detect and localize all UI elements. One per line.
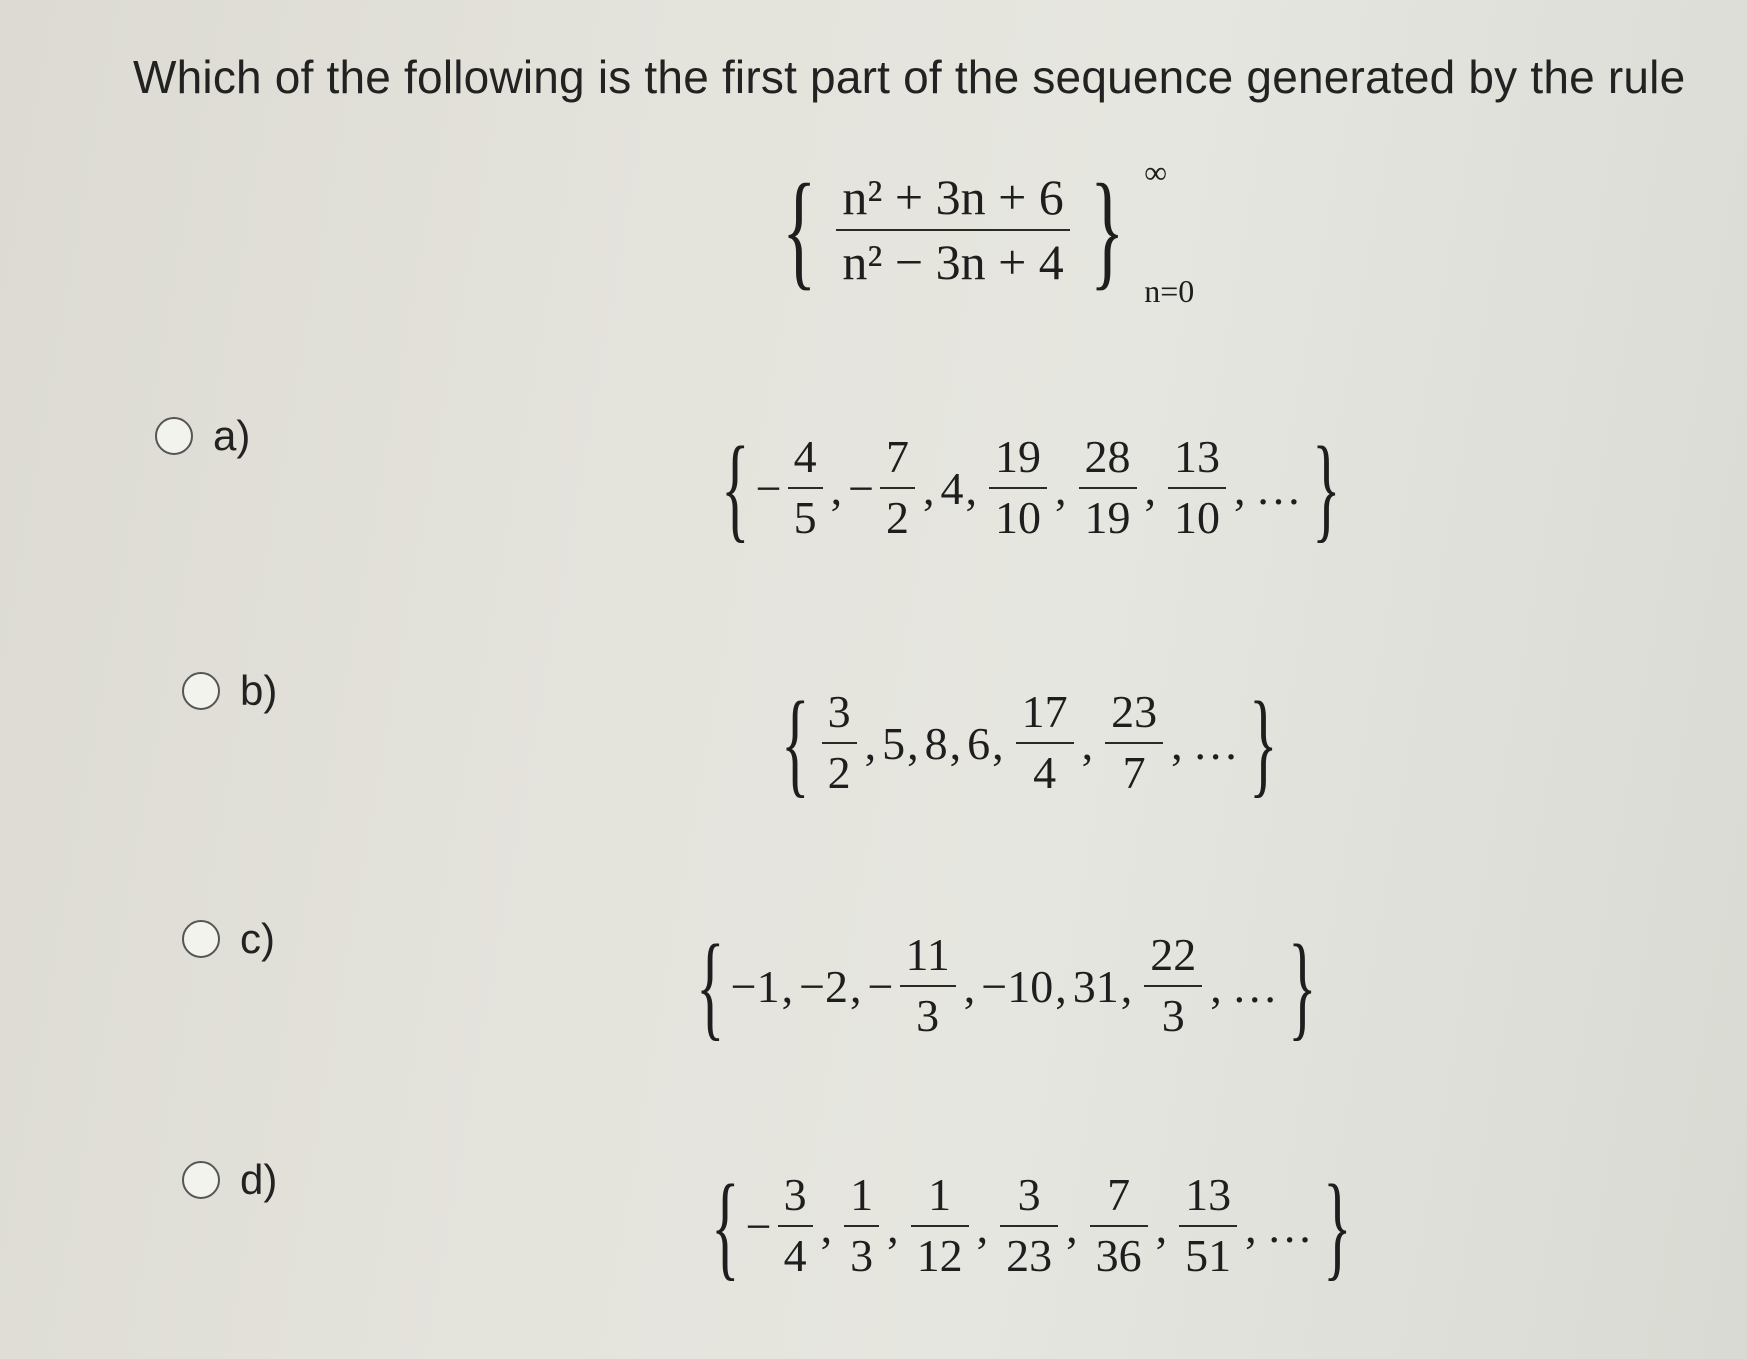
fraction-denominator: 5: [793, 492, 817, 543]
ellipsis: …: [1266, 1200, 1313, 1252]
comma: ,: [1055, 462, 1067, 514]
rule-fraction: [836, 169, 1069, 292]
sequence-term: [882, 717, 905, 770]
fraction: [844, 1169, 879, 1283]
radio-d[interactable]: [182, 1161, 220, 1199]
right-brace: }: [1311, 422, 1341, 553]
comma: ,: [820, 1200, 833, 1252]
fraction: [989, 431, 1047, 545]
fraction-numerator: 3: [1017, 1169, 1041, 1221]
comma: ,: [781, 960, 794, 1012]
fraction-bar: [788, 487, 823, 489]
sequence-term: [967, 717, 990, 770]
fraction: [880, 431, 915, 545]
option-d-label: d): [240, 1156, 278, 1203]
comma: ,: [850, 960, 862, 1012]
sequence-term: [905, 1169, 975, 1283]
fraction-numerator: 7: [886, 431, 910, 483]
integer-term: −2: [799, 960, 849, 1012]
sequence-term: [1073, 960, 1119, 1013]
lower-limit: n=0: [1144, 273, 1195, 309]
fraction-numerator: 23: [1111, 686, 1158, 738]
radio-b[interactable]: [182, 672, 220, 710]
comma: ,: [1234, 462, 1246, 514]
ellipsis: …: [1192, 717, 1239, 769]
fraction: [1179, 1169, 1237, 1283]
fraction-bar: [1016, 742, 1074, 744]
sequence-term: [756, 431, 829, 545]
comma: ,: [830, 462, 843, 514]
sequence-term: [816, 686, 863, 800]
comma: ,: [1155, 1200, 1168, 1252]
left-brace: {: [696, 920, 725, 1051]
option-a[interactable]: [155, 412, 250, 460]
sequence-term: [838, 1169, 885, 1283]
fraction: [1079, 431, 1137, 545]
integer-term: 6: [967, 717, 991, 769]
fraction-denominator: 3: [850, 1230, 874, 1281]
integer-term: 31: [1072, 960, 1119, 1012]
fraction-denominator: 3: [1161, 990, 1185, 1041]
rule-numerator: n² + 3n + 6: [842, 168, 1064, 225]
right-brace: }: [1322, 1160, 1352, 1291]
comma: ,: [992, 717, 1004, 769]
fraction: [911, 1169, 969, 1283]
fraction: [788, 431, 823, 545]
integer-term: −10: [981, 960, 1054, 1012]
sequence-rule: [768, 150, 1194, 310]
fraction-numerator: 13: [1185, 1169, 1232, 1221]
integer-term: 8: [924, 717, 948, 769]
fraction-bar: [989, 487, 1047, 489]
fraction-bar: [1000, 1225, 1058, 1227]
fraction-denominator: 10: [995, 492, 1042, 543]
sequence-term: [746, 1169, 819, 1283]
fraction: [778, 1169, 813, 1283]
comma: ,: [1081, 717, 1094, 769]
fraction: [1144, 929, 1202, 1043]
fraction: [1000, 1169, 1058, 1283]
minus-sign: −: [848, 462, 875, 514]
rule-denominator: n² − 3n + 4: [842, 234, 1064, 290]
sequence-term: [994, 1169, 1064, 1283]
comma: ,: [1055, 960, 1067, 1012]
right-brace: }: [1248, 677, 1278, 808]
fraction-denominator: 4: [1033, 747, 1057, 798]
sequence-term: [868, 929, 962, 1043]
left-brace: {: [721, 422, 750, 553]
comma: ,: [1171, 717, 1183, 769]
sequence-term: [1099, 686, 1169, 800]
left-brace: {: [711, 1160, 740, 1291]
fraction-numerator: 17: [1021, 686, 1068, 738]
fraction-numerator: 1: [850, 1169, 874, 1221]
fraction-denominator: 23: [1006, 1230, 1053, 1281]
option-b-label: b): [240, 667, 278, 714]
fraction-bar: [1179, 1225, 1237, 1227]
option-c[interactable]: [182, 915, 275, 963]
minus-sign: −: [755, 462, 782, 514]
fraction-denominator: 7: [1122, 747, 1146, 798]
integer-term: −1: [730, 960, 780, 1012]
sequence-term: [731, 960, 780, 1013]
fraction-numerator: 1: [928, 1169, 952, 1221]
option-a-label: a): [213, 412, 251, 459]
left-brace: {: [781, 677, 810, 808]
fraction-bar: [1105, 742, 1163, 744]
sequence-term: [925, 717, 948, 770]
sequence-term: [799, 960, 848, 1013]
option-d-sequence: [705, 1158, 1357, 1294]
ellipsis: …: [1255, 462, 1302, 514]
right-brace: }: [1089, 158, 1125, 302]
fraction-numerator: 13: [1174, 431, 1221, 483]
sequence-term: [983, 431, 1053, 545]
integer-term: 4: [940, 462, 964, 514]
fraction-numerator: 4: [793, 431, 817, 483]
comma: ,: [1066, 1200, 1078, 1252]
minus-sign: −: [745, 1200, 772, 1252]
comma: ,: [1120, 960, 1133, 1012]
comma: ,: [965, 462, 978, 514]
sequence-term: [1084, 1169, 1154, 1283]
comma: ,: [923, 462, 935, 514]
fraction-denominator: 36: [1095, 1230, 1142, 1281]
option-c-label: c): [240, 915, 275, 962]
integer-term: 5: [882, 717, 906, 769]
fraction-denominator: 2: [886, 492, 910, 543]
comma: ,: [963, 960, 976, 1012]
fraction-denominator: 4: [783, 1230, 807, 1281]
fraction: [1016, 686, 1074, 800]
fraction-denominator: 12: [916, 1230, 963, 1281]
fraction-bar: [822, 742, 857, 744]
comma: ,: [907, 717, 919, 769]
option-a-sequence: [715, 420, 1346, 556]
option-c-sequence: [690, 918, 1322, 1054]
option-b[interactable]: [182, 667, 277, 715]
minus-sign: −: [867, 960, 894, 1012]
radio-c[interactable]: [182, 920, 220, 958]
fraction-denominator: 10: [1174, 492, 1221, 543]
fraction: [1168, 431, 1226, 545]
fraction-numerator: 22: [1150, 929, 1197, 981]
fraction-bar: [1090, 1225, 1148, 1227]
sequence-term: [1073, 431, 1143, 545]
sequence-term: [1162, 431, 1232, 545]
sequence-term: [981, 960, 1053, 1013]
fraction-numerator: 3: [783, 1169, 807, 1221]
fraction-numerator: 28: [1084, 431, 1131, 483]
fraction-numerator: 11: [905, 929, 950, 981]
fraction-bar: [1079, 487, 1137, 489]
option-b-sequence: [775, 675, 1283, 811]
sequence-term: [941, 462, 964, 515]
comma: ,: [976, 1200, 989, 1252]
fraction: [822, 686, 857, 800]
fraction-bar: [1168, 487, 1226, 489]
upper-limit: ∞: [1144, 154, 1168, 190]
comma: ,: [887, 1200, 899, 1252]
fraction-denominator: 3: [916, 990, 940, 1041]
right-brace: }: [1287, 920, 1317, 1051]
fraction-denominator: 2: [827, 747, 851, 798]
comma: ,: [1210, 960, 1222, 1012]
fraction-numerator: 3: [827, 686, 851, 738]
fraction-bar: [1144, 985, 1202, 987]
comma: ,: [1245, 1200, 1257, 1252]
sequence-term: [848, 431, 921, 545]
fraction-bar: [778, 1225, 813, 1227]
comma: ,: [864, 717, 877, 769]
comma: ,: [949, 717, 962, 769]
fraction: [1105, 686, 1163, 800]
fraction-bar: [900, 985, 956, 987]
fraction-bar: [911, 1225, 969, 1227]
fraction-denominator: 19: [1084, 492, 1131, 543]
sequence-term: [1138, 929, 1208, 1043]
ellipsis: …: [1231, 960, 1278, 1012]
sequence-term: [1010, 686, 1080, 800]
fraction-denominator: 51: [1185, 1230, 1232, 1281]
fraction-numerator: 7: [1107, 1169, 1131, 1221]
fraction-bar: [880, 487, 915, 489]
radio-a[interactable]: [155, 417, 193, 455]
option-d[interactable]: [182, 1156, 277, 1204]
fraction: [900, 929, 956, 1043]
fraction-numerator: 19: [995, 431, 1042, 483]
sequence-term: [1173, 1169, 1243, 1283]
question-text: Which of the following is the first part of the sequence generated by the rule: [133, 51, 1686, 103]
fraction-bar: [844, 1225, 879, 1227]
fraction: [1090, 1169, 1148, 1283]
comma: ,: [1144, 462, 1157, 514]
left-brace: {: [782, 158, 817, 302]
